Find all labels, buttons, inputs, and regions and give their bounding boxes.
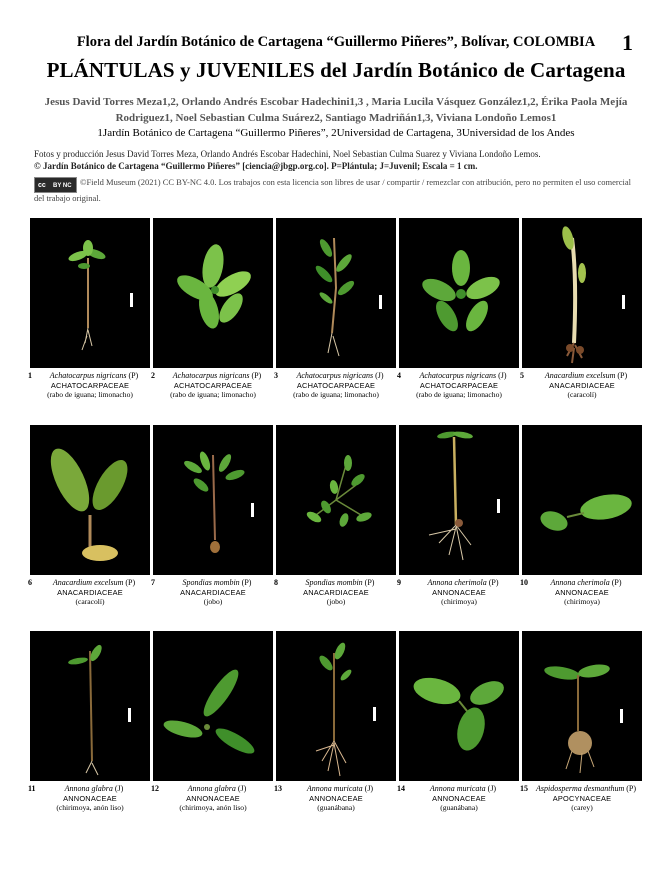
family: ANACARDIACEAE: [57, 587, 123, 597]
plant-number: 13: [274, 784, 282, 793]
scale-bar: [130, 293, 133, 307]
plant-number: 4: [397, 371, 401, 380]
stage: (P): [488, 578, 499, 587]
page-title: PLÁNTULAS y JUVENILES del Jardín Botánico de Cartagena: [46, 58, 626, 82]
stage: (J): [487, 784, 497, 793]
stage: (J): [364, 784, 374, 793]
stage: (P): [128, 371, 139, 380]
plant-photo: [276, 631, 396, 781]
family: ANNONACEAE: [63, 793, 117, 803]
plant-photo: [30, 425, 150, 575]
plant-photo: [399, 425, 519, 575]
plant-number: 6: [28, 578, 32, 587]
family: ANNONACEAE: [555, 587, 609, 597]
species-name: Spondias mombin: [305, 578, 363, 587]
species-name: Annona cherimola: [550, 578, 610, 587]
plant-photo: [30, 631, 150, 781]
license-row: [34, 177, 638, 204]
family: ANACARDIACEAE: [549, 380, 615, 390]
family: ACHATOCARPACEAE: [173, 380, 253, 390]
common-name: (chirimoya): [441, 597, 477, 607]
plant-photo: [276, 218, 396, 368]
common-name: (rabo de iguana; limonacho): [47, 390, 133, 400]
family: ACHATOCARPACEAE: [296, 380, 376, 390]
authors: [30, 94, 642, 126]
species-name: Achatocarpus nigricans: [49, 371, 127, 380]
plant-caption: [399, 575, 519, 607]
scale-bar: [373, 707, 376, 721]
stage: (J): [498, 371, 507, 380]
plant-photo: [399, 218, 519, 368]
species-name: Aspidosperma desmanthum: [536, 784, 625, 793]
plant-photo: [153, 631, 273, 781]
plant-photo: [522, 425, 642, 575]
plant-caption: [153, 781, 273, 813]
plant-number: 5: [520, 371, 524, 380]
plant-photo: [399, 631, 519, 781]
photo-credits: Fotos y producción Jesus David Torres Meza, Orlando Andrés Escobar Hadechini, Noel Sebastian Culma Suarez y Viviana Londoño Lemos.: [34, 149, 541, 159]
stage: (J): [237, 784, 247, 793]
authors-line-2: Rodriguez1, Noel Sebastian Culma Suárez2, Santiago Madriñán1,3, Viviana Londoño Lemos1: [115, 112, 557, 124]
species-name: Achatocarpus nigricans: [296, 371, 374, 380]
scale-bar: [128, 708, 131, 722]
scale-bar: [622, 295, 625, 309]
plant-caption: [276, 575, 396, 607]
plant-number: 12: [151, 784, 159, 793]
common-name: (caracolí): [567, 390, 597, 400]
stage: (P): [626, 784, 636, 793]
family: APOCYNACEAE: [552, 793, 612, 803]
common-name: (guanábana): [317, 803, 355, 813]
common-name: (rabo de iguana; limonacho): [170, 390, 256, 400]
plant-photo: [30, 218, 150, 368]
plant-photo: [153, 425, 273, 575]
stage: (P): [125, 578, 136, 587]
stage: (P): [241, 578, 252, 587]
common-name: (caracolí): [75, 597, 105, 607]
stage: (J): [375, 371, 384, 380]
stage: (P): [364, 578, 375, 587]
family: ANACARDIACEAE: [303, 587, 369, 597]
common-name: (jobo): [203, 597, 223, 607]
plant-photo: [522, 631, 642, 781]
plant-caption: [399, 781, 519, 813]
plant-number: 14: [397, 784, 405, 793]
plant-number: 9: [397, 578, 401, 587]
page-number: 1: [622, 30, 633, 55]
common-name: (rabo de iguana; limonacho): [293, 390, 379, 400]
family: ACHATOCARPACEAE: [419, 380, 499, 390]
species-name: Annona cherimola: [427, 578, 487, 587]
stage: (P): [611, 578, 622, 587]
authors-line-1: Jesus David Torres Meza1,2, Orlando Andrés Escobar Hadechini1,3 , Maria Lucila Vásquez González1,2, Érika Paola Mejía: [44, 96, 628, 108]
species-name: Spondias mombin: [182, 578, 240, 587]
plant-number: 10: [520, 578, 528, 587]
plant-caption: [276, 368, 396, 400]
plant-caption: [522, 575, 642, 607]
species-name: Anacardium excelsum: [544, 371, 616, 380]
species-name: Annona glabra: [187, 784, 236, 793]
species-name: Achatocarpus nigricans: [419, 371, 497, 380]
common-name: (guanábana): [440, 803, 478, 813]
license-text: ©Field Museum (2021) CC BY-NC 4.0. Los trabajos con esta licencia son libres de usar / compartir / remezclar con atribución, pero no permiten el uso comercial del trabajo original.: [34, 177, 632, 203]
common-name: (chirimoya): [564, 597, 600, 607]
plant-caption: [399, 368, 519, 400]
copyright-line: © Jardín Botánico de Cartagena “Guillermo Piñeres” [ciencia@jbgp.org.co]. P=Plántula; J=Juvenil; Escala = 1 cm.: [34, 160, 478, 171]
common-name: (chirimoya, anón liso): [56, 803, 124, 813]
plant-photo: [276, 425, 396, 575]
plant-photo: [522, 218, 642, 368]
plant-number: 1: [28, 371, 32, 380]
plant-caption: [30, 368, 150, 400]
plant-caption: [153, 368, 273, 400]
family: ANACARDIACEAE: [180, 587, 246, 597]
species-name: Annona muricata: [429, 784, 486, 793]
plant-number: 7: [151, 578, 155, 587]
family: ANNONACEAE: [186, 793, 240, 803]
plant-caption: [153, 575, 273, 607]
scale-bar: [620, 709, 623, 723]
scale-bar: [379, 295, 382, 309]
affiliations: 1Jardín Botánico de Cartagena “Guillermo Piñeres”, 2Universidad de Cartagena, 3Universidad de los Andes: [97, 127, 575, 139]
plant-number: 3: [274, 371, 278, 380]
family: ANNONACEAE: [309, 793, 363, 803]
stage: (P): [251, 371, 262, 380]
plant-caption: [276, 781, 396, 813]
plant-photo: [153, 218, 273, 368]
cc-badge-right: BY NC: [53, 183, 72, 189]
cc-badge-left: cc: [38, 182, 46, 189]
plant-caption: [522, 781, 642, 813]
family: ANNONACEAE: [432, 587, 486, 597]
species-name: Annona glabra: [64, 784, 113, 793]
common-name: (rabo de iguana; limonacho): [416, 390, 502, 400]
scale-bar: [497, 499, 500, 513]
header-subtitle: Flora del Jardín Botánico de Cartagena “Guillermo Piñeres”, Bolívar, COLOMBIA: [76, 34, 596, 50]
species-name: Annona muricata: [306, 784, 363, 793]
credits: [34, 149, 638, 172]
plant-number: 11: [28, 784, 36, 793]
plant-number: 8: [274, 578, 278, 587]
family: ACHATOCARPACEAE: [50, 380, 130, 390]
plant-number: 2: [151, 371, 155, 380]
plant-number: 15: [520, 784, 528, 793]
plant-caption: [30, 575, 150, 607]
family: ANNONACEAE: [432, 793, 486, 803]
cc-license-badge: [34, 177, 77, 193]
species-name: Achatocarpus nigricans: [172, 371, 250, 380]
plant-caption: [30, 781, 150, 813]
common-name: (carey): [571, 803, 593, 813]
common-name: (chirimoya, anón liso): [179, 803, 247, 813]
plant-caption: [522, 368, 642, 400]
scale-bar: [251, 503, 254, 517]
common-name: (jobo): [326, 597, 346, 607]
stage: (P): [617, 371, 628, 380]
stage: (J): [114, 784, 124, 793]
species-name: Anacardium excelsum: [52, 578, 124, 587]
